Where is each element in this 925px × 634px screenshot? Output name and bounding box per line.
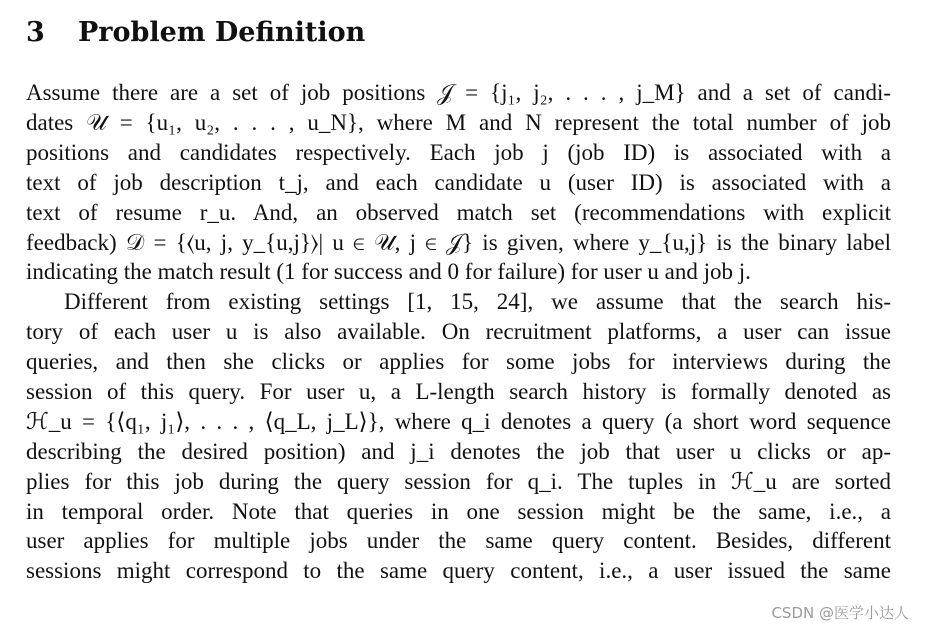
paragraph-line: text of job description t_j, and each candidate u (user ID) is associated with a xyxy=(26,170,891,195)
csdn-watermark: CSDN @医学小达人 xyxy=(771,604,909,622)
paragraph-line: ℋ_u = {⟨q₁, j₁⟩, . . . , ⟨q_L, j_L⟩}, where q_i denotes a query (a short word sequence xyxy=(26,409,891,434)
paragraph-line: user applies for multiple jobs under the same query content. Besides, different xyxy=(26,528,891,553)
paragraph-line: Different from existing settings [1, 15, 24], we assume that the search his- xyxy=(64,289,891,314)
section-number: 3 xyxy=(26,17,45,48)
paragraph-line: in temporal order. Note that queries in one session might be the same, i.e., a xyxy=(26,499,891,524)
section-heading xyxy=(26,16,365,50)
paragraph-line: feedback) 𝒟 = {⟨u, j, y_{u,j}⟩| u ∈ 𝒰, j ∈ 𝒥} is given, where y_{u,j} is the binary label xyxy=(26,230,891,255)
paragraph-line: queries, and then she clicks or applies for some jobs for interviews during the xyxy=(26,349,891,374)
section-title: Problem Definition xyxy=(78,17,366,48)
paragraph-line: describing the desired position) and j_i denotes the job that user u clicks or ap- xyxy=(26,439,891,464)
paragraph-line: session of this query. For user u, a L-length search history is formally denoted as xyxy=(26,379,891,404)
paragraph-line: dates 𝒰 = {u₁, u₂, . . . , u_N}, where M and N represent the total number of job xyxy=(26,110,891,135)
paragraph-line: positions and candidates respectively. Each job j (job ID) is associated with a xyxy=(26,140,891,165)
paragraph-line: plies for this job during the query session for q_i. The tuples in ℋ_u are sorted xyxy=(26,469,891,494)
paragraph-line: Assume there are a set of job positions 𝒥 = {j₁, j₂, . . . , j_M} and a set of candi- xyxy=(26,80,891,105)
paragraph-line: tory of each user u is also available. On recruitment platforms, a user can issue xyxy=(26,319,891,344)
paragraph-line: sessions might correspond to the same query content, i.e., a user issued the same xyxy=(26,558,891,583)
paragraph-line: text of resume r_u. And, an observed match set (recommendations with explicit xyxy=(26,200,891,225)
paragraph-line: indicating the match result (1 for success and 0 for failure) for user u and job j. xyxy=(26,259,751,284)
